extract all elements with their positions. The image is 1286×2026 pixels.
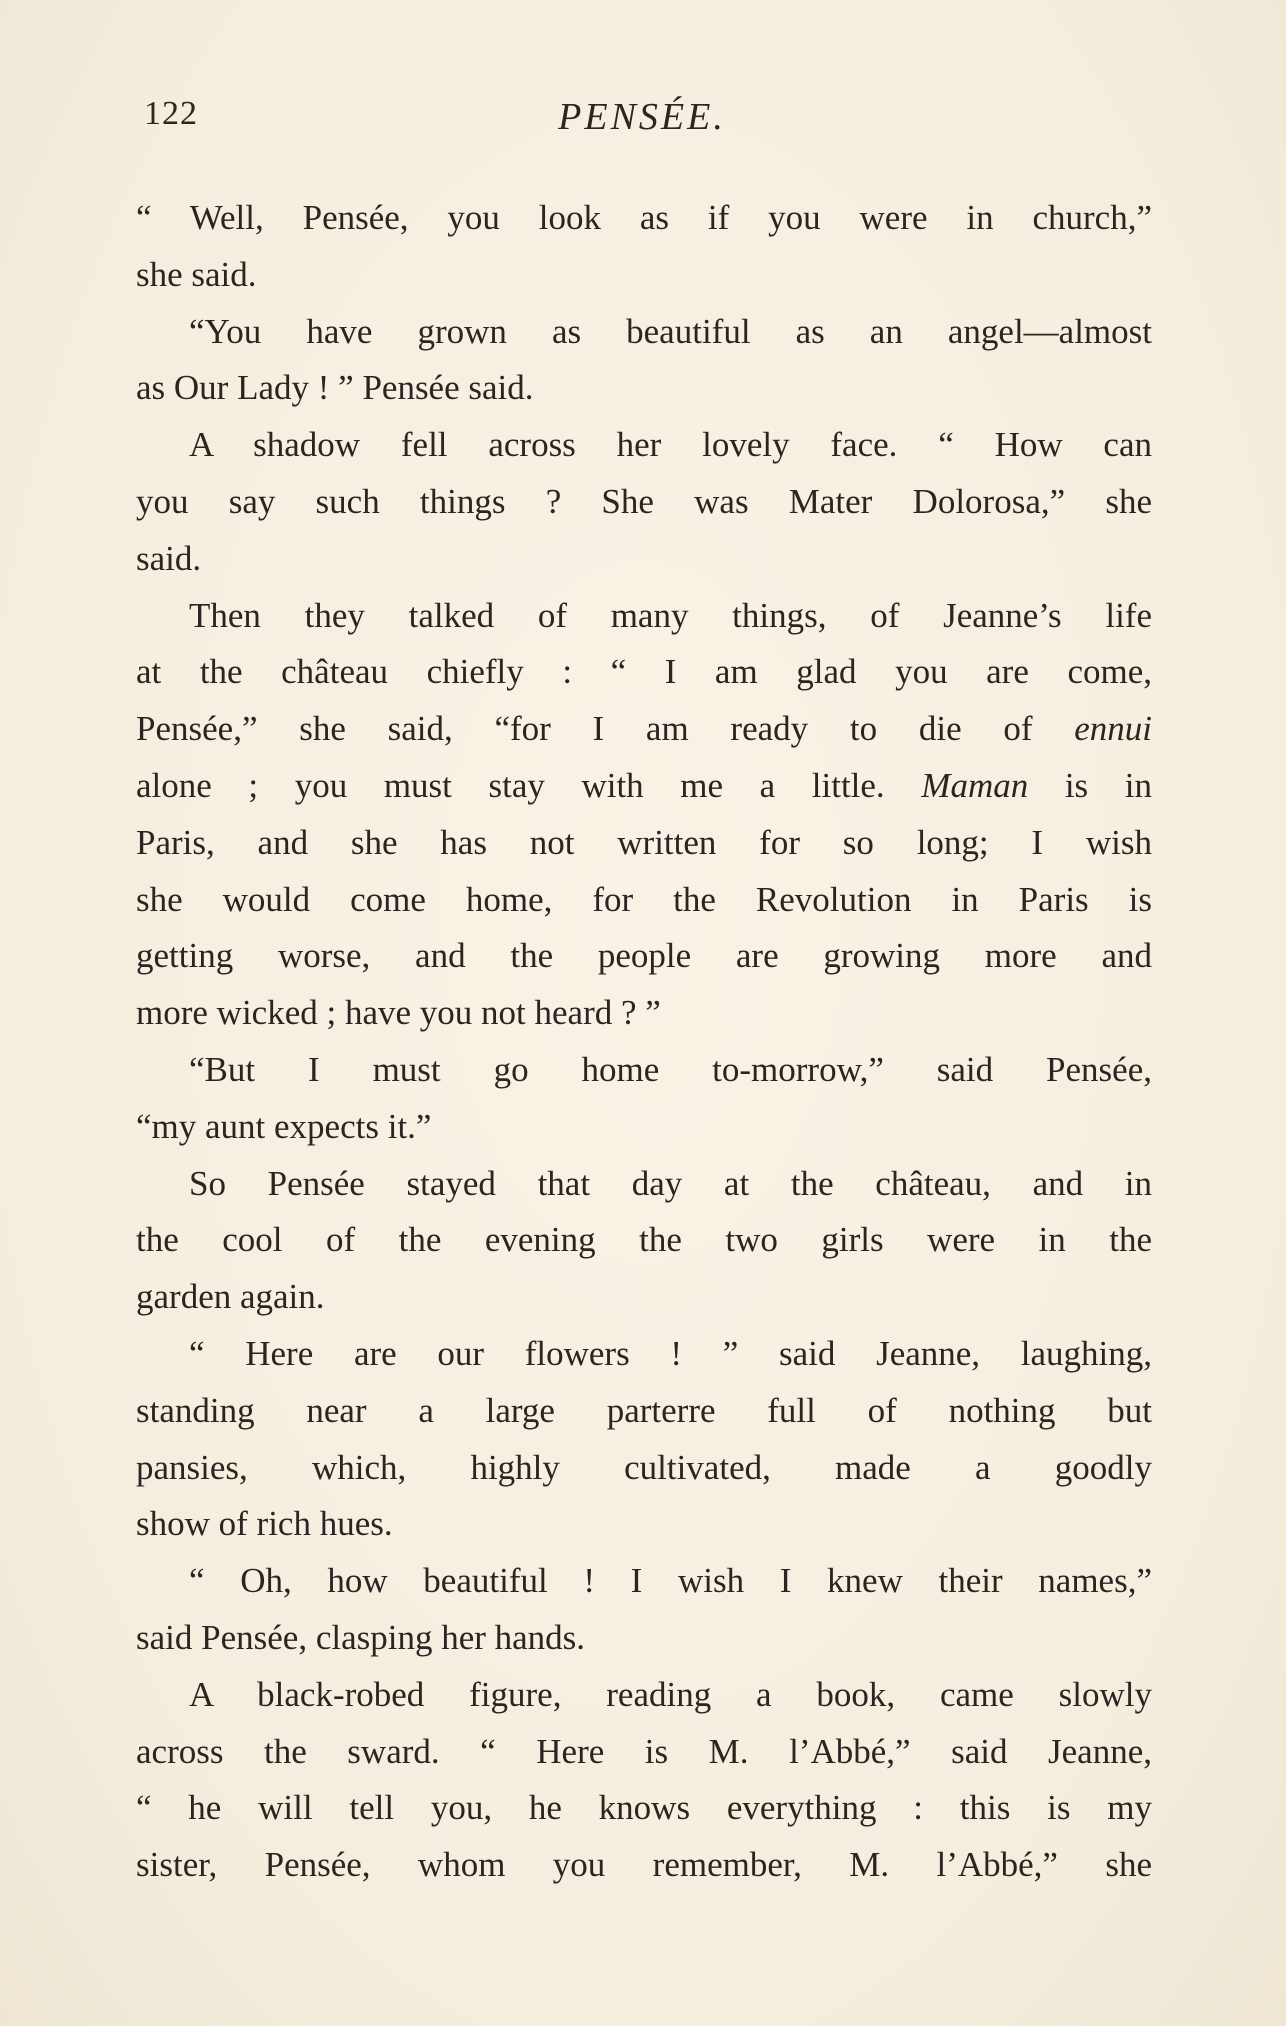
text-line: “ Here are our flowers ! ” said Jeanne, laughing, xyxy=(189,1333,1152,1373)
text-line: you say such things ? She was Mater Dolorosa,” she xyxy=(136,481,1152,521)
italic-word: Maman xyxy=(921,765,1029,805)
text-line: “ he will tell you, he knows everything : this is my xyxy=(136,1788,1152,1828)
text-line: standing near a large parterre full of nothing but xyxy=(136,1390,1152,1430)
text-line: sister, Pensée, whom you remember, M. l’Abbé,” she xyxy=(136,1845,1152,1885)
running-head xyxy=(134,95,1150,145)
text-line: “ Well, Pensée, you look as if you were in church,” xyxy=(136,198,1152,237)
text-line: Then they talked of many things, of Jeanne’s life xyxy=(189,595,1152,635)
text-line: as Our Lady ! ” Pensée said. xyxy=(136,368,534,408)
text-line: across the sward. “ Here is M. l’Abbé,” said Jeanne, xyxy=(136,1731,1152,1771)
text-line: “my aunt expects it.” xyxy=(136,1106,432,1146)
text-segment: alone ; you must stay with me a little. xyxy=(136,765,922,805)
page-number: 122 xyxy=(144,95,198,132)
text-line: “ Oh, how beautiful ! I wish I knew their names,” xyxy=(189,1561,1152,1601)
text-line: Paris, and she has not written for so long; I wish xyxy=(136,822,1152,862)
text-segment: Pensée,” she said, “for I am ready to die of xyxy=(136,709,1075,749)
text-line: A black-robed figure, reading a book, came slowly xyxy=(189,1674,1152,1714)
text-line: A shadow fell across her lovely face. “ How can xyxy=(189,425,1152,465)
text-line: said. xyxy=(136,538,202,578)
text-line: getting worse, and the people are growing more and xyxy=(136,936,1152,976)
text-line xyxy=(136,758,1152,815)
text-segment: is in xyxy=(1028,765,1152,805)
italic-word: ennui xyxy=(1074,709,1152,749)
text-line: pansies, which, highly cultivated, made a goodly xyxy=(136,1447,1152,1487)
running-title: PENSÉE. xyxy=(558,96,726,138)
text-line: more wicked ; have you not heard ? ” xyxy=(136,993,661,1033)
text-line: garden again. xyxy=(136,1277,325,1317)
text-line: she would come home, for the Revolution in Paris is xyxy=(136,879,1152,919)
text-line: So Pensée stayed that day at the château, and in xyxy=(189,1163,1152,1203)
text-line: show of rich hues. xyxy=(136,1504,393,1544)
body-text xyxy=(136,190,1152,1894)
text-line: she said. xyxy=(136,254,257,294)
text-line: at the château chiefly : “ I am glad you are come, xyxy=(136,652,1152,692)
text-line: said Pensée, clasping her hands. xyxy=(136,1617,586,1657)
text-line: the cool of the evening the two girls were in the xyxy=(136,1220,1152,1260)
text-line xyxy=(136,701,1152,758)
text-line: “You have grown as beautiful as an angel—almost xyxy=(189,311,1152,351)
text-line: “But I must go home to-morrow,” said Pensée, xyxy=(189,1049,1152,1089)
